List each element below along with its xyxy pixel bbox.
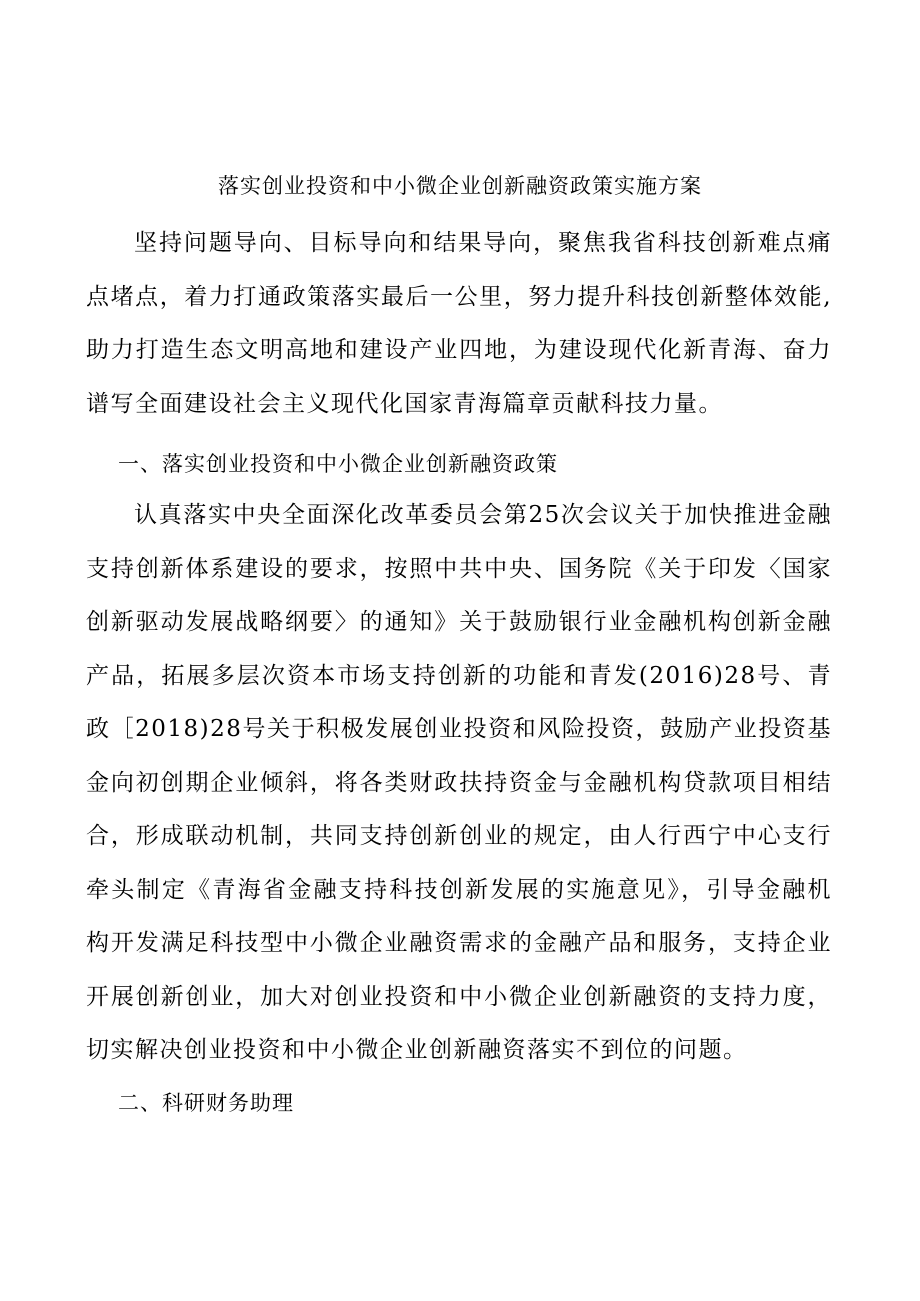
intro-paragraph: 坚持问题导向、目标导向和结果导向，聚焦我省科技创新难点痛点堵点，着力打通政策落实最后一公里，努力提升科技创新整体效能,助力打造生态文明高地和建设产业四地，为建设现代化新青海、奋力谱写全面建设社会主义现代化国家青海篇章贡献科技力量。: [86, 230, 832, 417]
section-1-paragraph: 认真落实中央全面深化改革委员会第25次会议关于加快推进金融支持创新体系建设的要求，按照中共中央、国务院《关于印发〈国家创新驱动发展战略纲要〉的通知》关于鼓励银行业金融机构创新金融产品，拓展多层次资本市场支持创新的功能和青发(2016)28号、青政［2018)28号关于积极发展创业投资和风险投资，鼓励产业投资基金向初创期企业倾斜，将各类财政扶持资金与金融机构贷款项目相结合，形成联动机制，共同支持创新创业的规定，由人行西宁中心支行牵头制定《青海省金融支持科技创新发展的实施意见》，引导金融机构开发满足科技型中小微企业融资需求的金融产品和服务，支持企业开展创新创业，加大对创业投资和中小微企业创新融资的支持力度，切实解决创业投资和中小微企业创新融资落实不到位的问题。: [86, 502, 832, 1063]
document-title: 落实创业投资和中小微企业创新融资政策实施方案: [218, 174, 702, 198]
section-heading-1: 一、落实创业投资和中小微企业创新融资政策: [118, 452, 558, 476]
section-heading-2: 二、科研财务助理: [118, 1091, 294, 1115]
